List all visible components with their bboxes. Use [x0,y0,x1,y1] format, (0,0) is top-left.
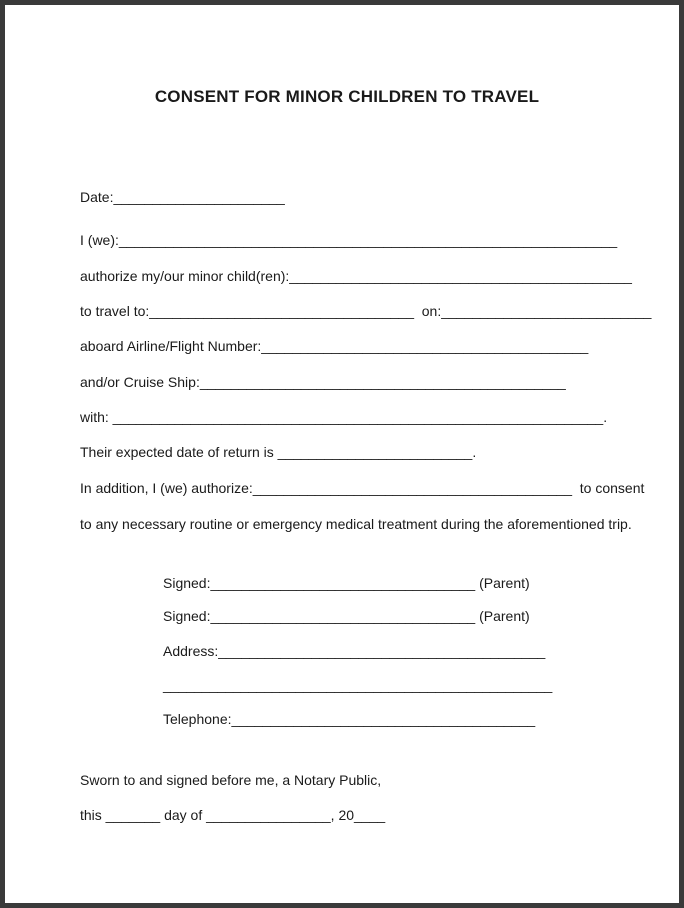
return-date-line: Their expected date of return is _________________________. [80,444,477,460]
signature-line-2: Signed:__________________________________ (Parent) [163,608,530,624]
address-line-2: __________________________________________________ [163,677,553,693]
destination-line: to travel to:__________________________________ on:___________________________ [80,303,652,319]
address-line: Address:__________________________________________ [163,643,546,659]
guardian-name-line: I (we):________________________________________________________________ [80,232,618,248]
document-title: CONSENT FOR MINOR CHILDREN TO TRAVEL [154,87,540,106]
companion-line: with: _______________________________________________________________. [80,409,608,425]
signature-line-1: Signed:__________________________________ (Parent) [163,575,530,591]
telephone-line: Telephone:_______________________________________ [163,711,536,727]
date-line: Date:______________________ [80,189,285,205]
authorized-person-line: In addition, I (we) authorize:_________________________________________ to consent [80,480,645,496]
child-name-line: authorize my/our minor child(ren):____________________________________________ [80,268,632,284]
airline-line: aboard Airline/Flight Number:__________________________________________ [80,338,589,354]
notary-date-line: this _______ day of ________________, 20____ [80,807,386,823]
notary-statement: Sworn to and signed before me, a Notary Public, [80,772,382,788]
cruise-line: and/or Cruise Ship:_______________________________________________ [80,374,566,390]
medical-consent-line: to any necessary routine or emergency medical treatment during the aforementioned trip. [80,516,632,532]
